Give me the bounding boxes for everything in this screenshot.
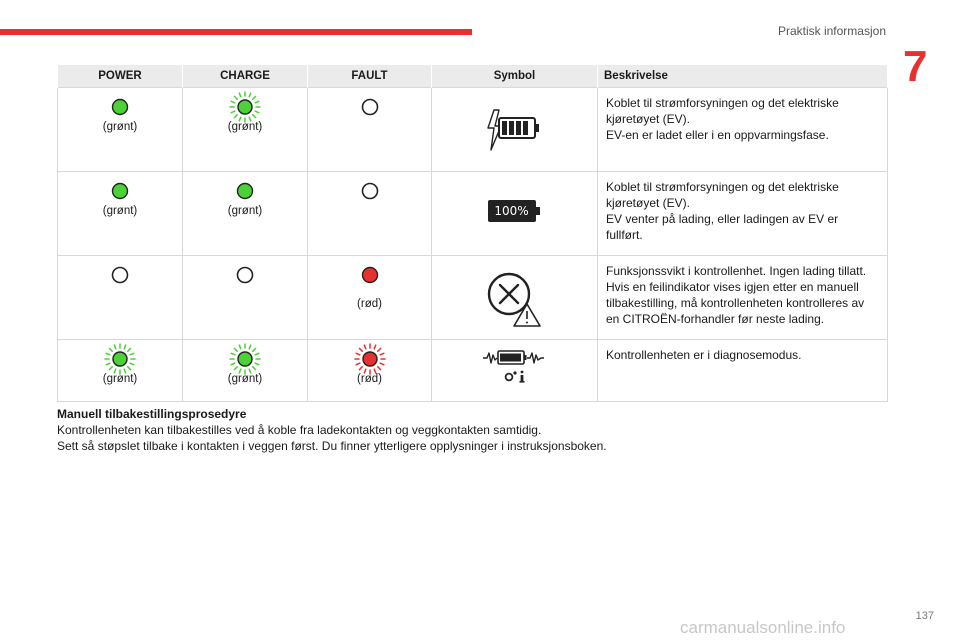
column-header-charge: CHARGE — [183, 65, 308, 88]
table-row — [58, 88, 888, 172]
manual-reset-line: Sett så støpslet tilbake i kontakten i veggen først. Du finner ytterligere opplysninger i instruksjonsboken. — [57, 439, 607, 453]
description-cell — [598, 340, 888, 402]
power-cell — [58, 256, 183, 340]
header-accent-bar — [0, 29, 472, 35]
charge-cell — [183, 256, 308, 340]
power-cell — [58, 340, 183, 402]
solid-green-led-icon — [109, 180, 131, 202]
charge-cell — [183, 88, 308, 172]
blinking-green-led-icon — [103, 342, 137, 376]
page-number: 137 — [915, 610, 934, 622]
led-status-table — [57, 65, 888, 402]
power-cell — [58, 88, 183, 172]
battery-full-icon — [488, 200, 542, 222]
diagnostic-mode-icon — [480, 346, 550, 388]
description-line: Koblet til strømforsyningen og det elektriske — [606, 180, 839, 194]
blinking-green-led-icon — [228, 342, 262, 376]
column-header-fault: FAULT — [308, 65, 432, 88]
description-line: Funksjonssvikt i kontrollenhet. Ingen lading tillatt. — [606, 264, 867, 278]
description-line: fullført. — [606, 228, 643, 242]
section-title: Praktisk informasjon — [777, 24, 886, 38]
fault-cell — [308, 256, 432, 340]
description-line: en CITROËN-forhandler før neste lading. — [606, 312, 825, 326]
led-label: (rød) — [357, 373, 382, 385]
symbol-cell — [432, 256, 598, 340]
battery-terminal — [536, 207, 540, 215]
description-cell — [598, 256, 888, 340]
chapter-number: 7 — [903, 42, 928, 91]
description-line: tilbakestilling, må kontrollenheten kontrolleres av — [606, 296, 865, 310]
description-line: kjøretøyet (EV). — [606, 196, 691, 210]
solid-green-led-icon — [234, 180, 256, 202]
description-cell — [598, 172, 888, 256]
solid-red-led-icon — [359, 264, 381, 286]
battery-charging-icon — [485, 106, 545, 156]
fault-cell — [308, 172, 432, 256]
fault-cell — [308, 88, 432, 172]
off-led-icon — [234, 264, 256, 286]
description-line: Koblet til strømforsyningen og det elektriske — [606, 96, 839, 110]
off-led-icon — [109, 264, 131, 286]
led-label: (rød) — [357, 298, 382, 310]
battery-percent-text: 100% — [488, 200, 536, 222]
led-label: (grønt) — [227, 121, 263, 133]
symbol-cell — [432, 172, 598, 256]
fault-cell — [308, 340, 432, 402]
symbol-cell — [432, 340, 598, 402]
description-cell — [598, 88, 888, 172]
description-line: Hvis en feilindikator vises igjen etter en manuell — [606, 280, 859, 294]
description-line: Kontrollenheten er i diagnosemodus. — [606, 348, 802, 362]
power-cell — [58, 172, 183, 256]
column-header-power: POWER — [58, 65, 183, 88]
table-row — [58, 172, 888, 256]
led-label: (grønt) — [227, 373, 263, 385]
column-header-description: Beskrivelse — [598, 65, 888, 88]
led-label: (grønt) — [102, 205, 138, 217]
charge-cell — [183, 172, 308, 256]
table-row — [58, 256, 888, 340]
led-label: (grønt) — [227, 205, 263, 217]
manual-reset-section — [57, 406, 917, 454]
solid-green-led-icon — [109, 96, 131, 118]
column-header-symbol: Symbol — [432, 65, 598, 88]
description-line: EV venter på lading, eller ladingen av EV er — [606, 212, 839, 226]
off-led-icon — [359, 180, 381, 202]
blinking-red-led-icon — [353, 342, 387, 376]
off-led-icon — [359, 96, 381, 118]
table-header-row — [58, 65, 888, 88]
led-label: (grønt) — [102, 121, 138, 133]
manual-reset-line: Kontrollenheten kan tilbakestilles ved å koble fra ladekontakten og veggkontakten samtidig. — [57, 423, 542, 437]
description-line: kjøretøyet (EV). — [606, 112, 691, 126]
description-line: EV-en er ladet eller i en oppvarmingsfase. — [606, 128, 829, 142]
fault-warning-icon — [485, 266, 545, 330]
led-label: (grønt) — [102, 373, 138, 385]
blinking-green-led-icon — [228, 90, 262, 124]
charge-cell — [183, 340, 308, 402]
table-row — [58, 340, 888, 402]
watermark: carmanualsonline.info — [680, 618, 846, 637]
symbol-cell — [432, 88, 598, 172]
manual-reset-title: Manuell tilbakestillingsprosedyre — [57, 407, 247, 421]
